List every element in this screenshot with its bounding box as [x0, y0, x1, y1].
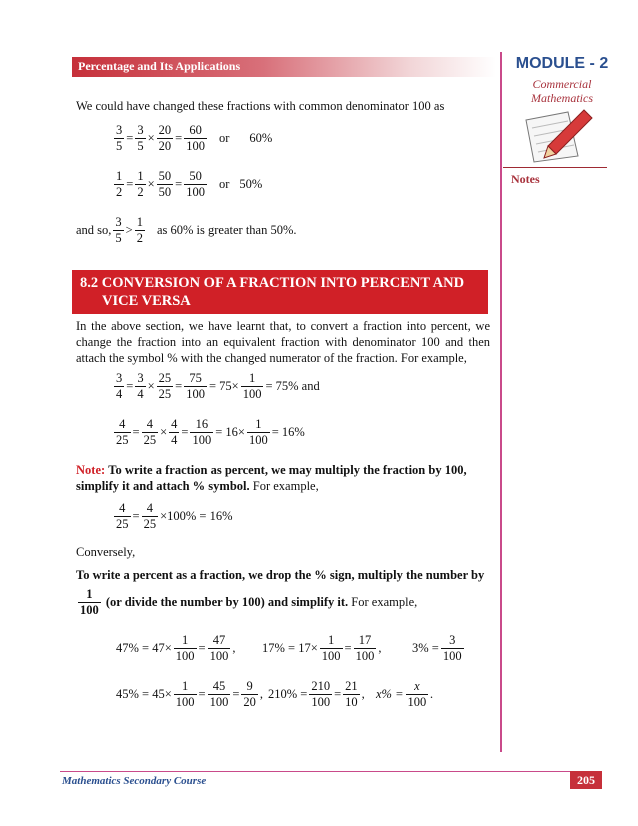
equation-5: $\frac{4}{25}$ = $\frac{4}{25}$ × $\frac{4}{4}$ = $\frac{16}{100}$ = 16 × $\frac{1}{100}$ = 16%	[116, 417, 305, 447]
fraction: $\frac{25}{25}$	[158, 371, 172, 401]
rule-line-2: $\frac{1}{100}$ (or divide the number by 100) and simplify it. For example,	[80, 587, 418, 617]
fraction: $\frac{4}{4}$	[171, 417, 178, 447]
notepad-pencil-icon	[518, 106, 598, 164]
note-paragraph	[76, 462, 490, 494]
fraction: $\frac{3}{5}$	[137, 123, 144, 153]
fraction: $\frac{1}{100}$	[242, 371, 262, 401]
notes-label: Notes	[511, 172, 540, 186]
module-subtitle-1: Commercial	[532, 77, 592, 91]
rule-line-1: To write a percent as a fraction, we drop the % sign, multiply the number by	[76, 568, 485, 582]
fraction: $\frac{75}{100}$	[186, 371, 205, 401]
conversely-text: Conversely,	[76, 545, 136, 559]
example-3: 3% = $\frac{3}{100}$	[412, 633, 462, 663]
fraction: $\frac{1}{100}$	[321, 633, 341, 663]
fraction: $\frac{210}{100}$	[311, 679, 331, 709]
equation-3: and so, $\frac{3}{5}$ > $\frac{1}{2}$ as 60% is greater than 50%.	[76, 215, 297, 245]
fraction: $\frac{47}{100}$	[209, 633, 229, 663]
notes-divider	[503, 167, 607, 168]
equation-6: $\frac{4}{25}$ = $\frac{4}{25}$ ×100% = 16%	[116, 501, 233, 531]
fraction: $\frac{21}{10}$	[345, 679, 358, 709]
footer-divider	[60, 771, 600, 772]
fraction: $\frac{45}{100}$	[209, 679, 229, 709]
module-subtitle	[508, 77, 616, 105]
note-tail: For example,	[252, 479, 319, 493]
equation-1: $\frac{3}{5}$ = $\frac{3}{5}$ × $\frac{20}{20}$ = $\frac{60}{100}$ or 60%	[116, 123, 273, 153]
fraction: $\frac{3}{4}$	[116, 371, 123, 401]
fraction: $\frac{1}{100}$	[175, 633, 195, 663]
example-17: 17% = 17 × $\frac{1}{100}$ = $\frac{17}{100}$ ,	[262, 633, 382, 663]
fraction: $\frac{3}{100}$	[442, 633, 462, 663]
margin-divider	[500, 52, 502, 752]
module-label: MODULE - 2	[515, 55, 609, 72]
note-label: Note:	[76, 463, 106, 477]
fraction: $\frac{9}{20}$	[243, 679, 256, 709]
fraction: $\frac{1}{2}$	[116, 169, 123, 199]
fraction: $\frac{x}{100}$	[407, 679, 427, 709]
fraction: $\frac{1}{100}$	[248, 417, 268, 447]
fraction: $\frac{4}{25}$	[143, 417, 157, 447]
example-45: 45% = 45 × $\frac{1}{100}$ = $\frac{45}{100}$ = $\frac{9}{20}$ ,	[116, 679, 264, 709]
fraction: $\frac{60}{100}$	[186, 123, 205, 153]
chapter-title: Percentage and Its Applications	[78, 59, 241, 73]
fraction: $\frac{3}{4}$	[137, 371, 144, 401]
fraction: $\frac{17}{100}$	[355, 633, 375, 663]
fraction: $\frac{1}{2}$	[137, 169, 144, 199]
note-bold-text: To write a fraction as percent, we may multiply the fraction by 100, simplify it and attach % symbol.	[76, 463, 467, 493]
paragraph-1: In the above section, we have learnt that, to convert a fraction into percent, we change the fraction into an equivalent fraction with denominator 100 and then attach the symbol % with the changed numerator of the fraction. For example,	[76, 319, 490, 365]
example-210: 210% = $\frac{210}{100}$ = $\frac{21}{10}$ ,	[268, 679, 365, 709]
fraction: $\frac{50}{100}$	[186, 169, 205, 199]
fraction: $\frac{4}{25}$	[143, 501, 157, 531]
fraction: $\frac{1}{100}$	[80, 587, 99, 617]
fraction: $\frac{4}{25}$	[116, 417, 129, 447]
footer-course: Mathematics Secondary Course	[62, 775, 207, 787]
equation-2: $\frac{1}{2}$ = $\frac{1}{2}$ × $\frac{50}{50}$ = $\frac{50}{100}$ or 50%	[116, 169, 263, 199]
fraction: $\frac{1}{2}$	[136, 215, 143, 245]
fraction: $\frac{1}{100}$	[175, 679, 195, 709]
fraction: $\frac{16}{100}$	[192, 417, 212, 447]
fraction: $\frac{50}{50}$	[158, 169, 172, 199]
example-47: 47% = 47 × $\frac{1}{100}$ = $\frac{47}{100}$ ,	[116, 633, 236, 663]
intro-text: We could have changed these fractions with common denominator 100 as	[76, 99, 445, 113]
equation-4: $\frac{3}{4}$ = $\frac{3}{4}$ × $\frac{25}{25}$ = $\frac{75}{100}$ = 75 × $\frac{1}{100}$ = 75% and	[116, 371, 320, 401]
page-number: 205	[570, 771, 602, 789]
example-x: x% = $\frac{x}{100}$ .	[376, 679, 434, 709]
fraction: $\frac{20}{20}$	[158, 123, 172, 153]
fraction: $\frac{4}{25}$	[116, 501, 129, 531]
fraction: $\frac{3}{5}$	[115, 215, 122, 245]
section-heading: 8.2 CONVERSION OF A FRACTION INTO PERCENT AND VICE VERSA	[80, 275, 465, 309]
fraction: $\frac{3}{5}$	[116, 123, 123, 153]
module-subtitle-2: Mathematics	[531, 91, 593, 105]
